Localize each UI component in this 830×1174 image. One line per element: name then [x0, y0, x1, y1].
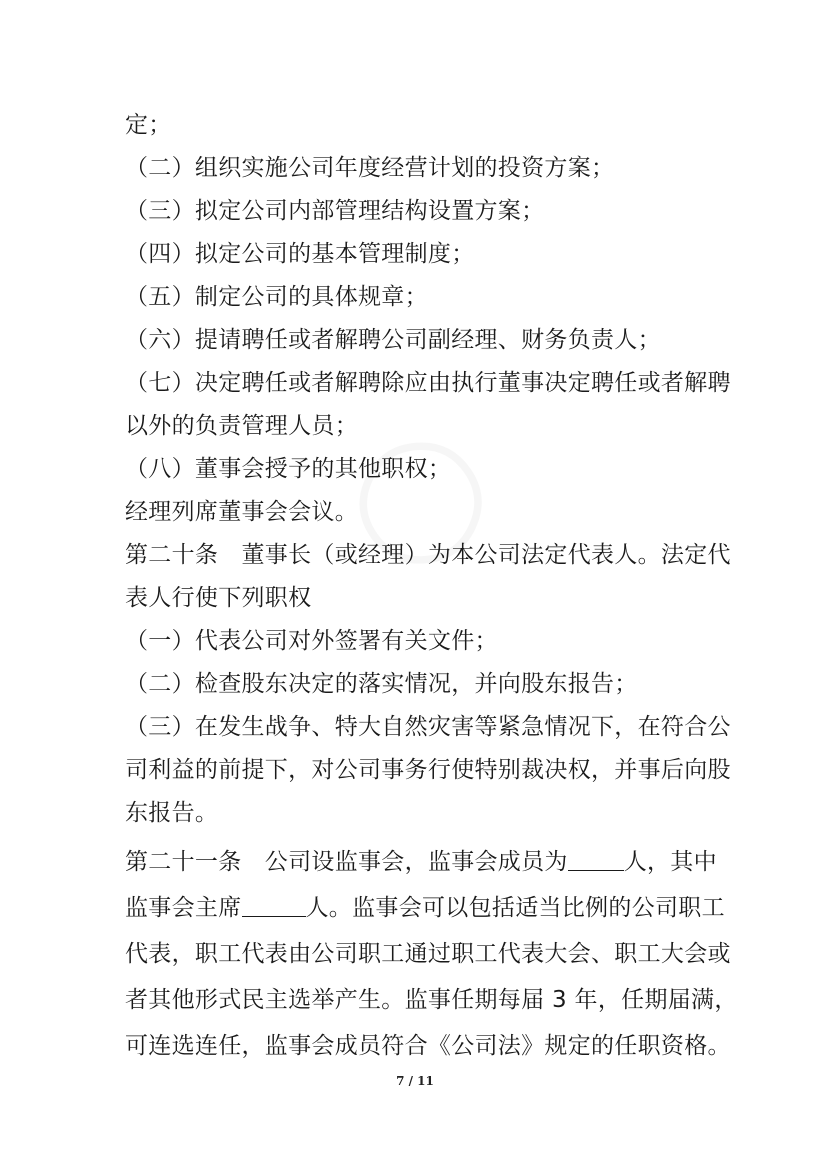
text-line: （二）组织实施公司年度经营计划的投资方案；	[125, 155, 615, 181]
text-line: （四）拟定公司的基本管理制度；	[125, 241, 475, 267]
article-21-line-2	[125, 893, 725, 923]
text-line: 代表，职工代表由公司职工通过职工代表大会、职工大会或	[125, 941, 731, 967]
text-line: 可连选连任，监事会成员符合《公司法》规定的任职资格。	[125, 1033, 731, 1059]
text-segment: 监事会主席	[125, 895, 242, 921]
text-line: 司利益的前提下，对公司事务行使特别裁决权，并事后向股	[125, 757, 731, 783]
text-line: 第二十条 董事长（或经理）为本公司法定代表人。法定代	[125, 542, 731, 568]
text-segment: 人。监事会可以包括适当比例的公司职工	[305, 895, 725, 921]
article-21-line-1	[125, 847, 715, 877]
text-line: （七）决定聘任或者解聘除应由执行董事决定聘任或者解聘	[125, 370, 731, 396]
text-line: 经理列席董事会会议。	[125, 499, 358, 525]
text-line: （五）制定公司的具体规章；	[125, 284, 428, 310]
text-line: （三）在发生战争、特大自然灾害等紧急情况下，在符合公	[125, 714, 731, 740]
text-segment: 第二十一条 公司设监事会，监事会成员为	[125, 849, 568, 875]
text-line: （六）提请聘任或者解聘公司副经理、财务负责人；	[125, 327, 661, 353]
fill-blank-chairman	[242, 894, 306, 917]
text-segment: 人，其中	[623, 849, 717, 875]
fill-blank-members	[568, 848, 624, 871]
page-number: 7 / 11	[396, 1074, 434, 1088]
text-line: 东报告。	[125, 800, 219, 826]
text-line: （三）拟定公司内部管理结构设置方案；	[125, 198, 545, 224]
text-line: （二）检查股东决定的落实情况，并向股东报告；	[125, 671, 638, 697]
text-line: 以外的负责管理人员；	[125, 413, 358, 439]
text-line: （八）董事会授予的其他职权；	[125, 456, 452, 482]
text-line: （一）代表公司对外签署有关文件；	[125, 628, 498, 654]
text-line: 表人行使下列职权	[125, 585, 312, 611]
text-line: 者其他形式民主选举产生。监事任期每届 3 年，任期届满，	[125, 987, 738, 1013]
text-line: 定；	[125, 112, 172, 138]
